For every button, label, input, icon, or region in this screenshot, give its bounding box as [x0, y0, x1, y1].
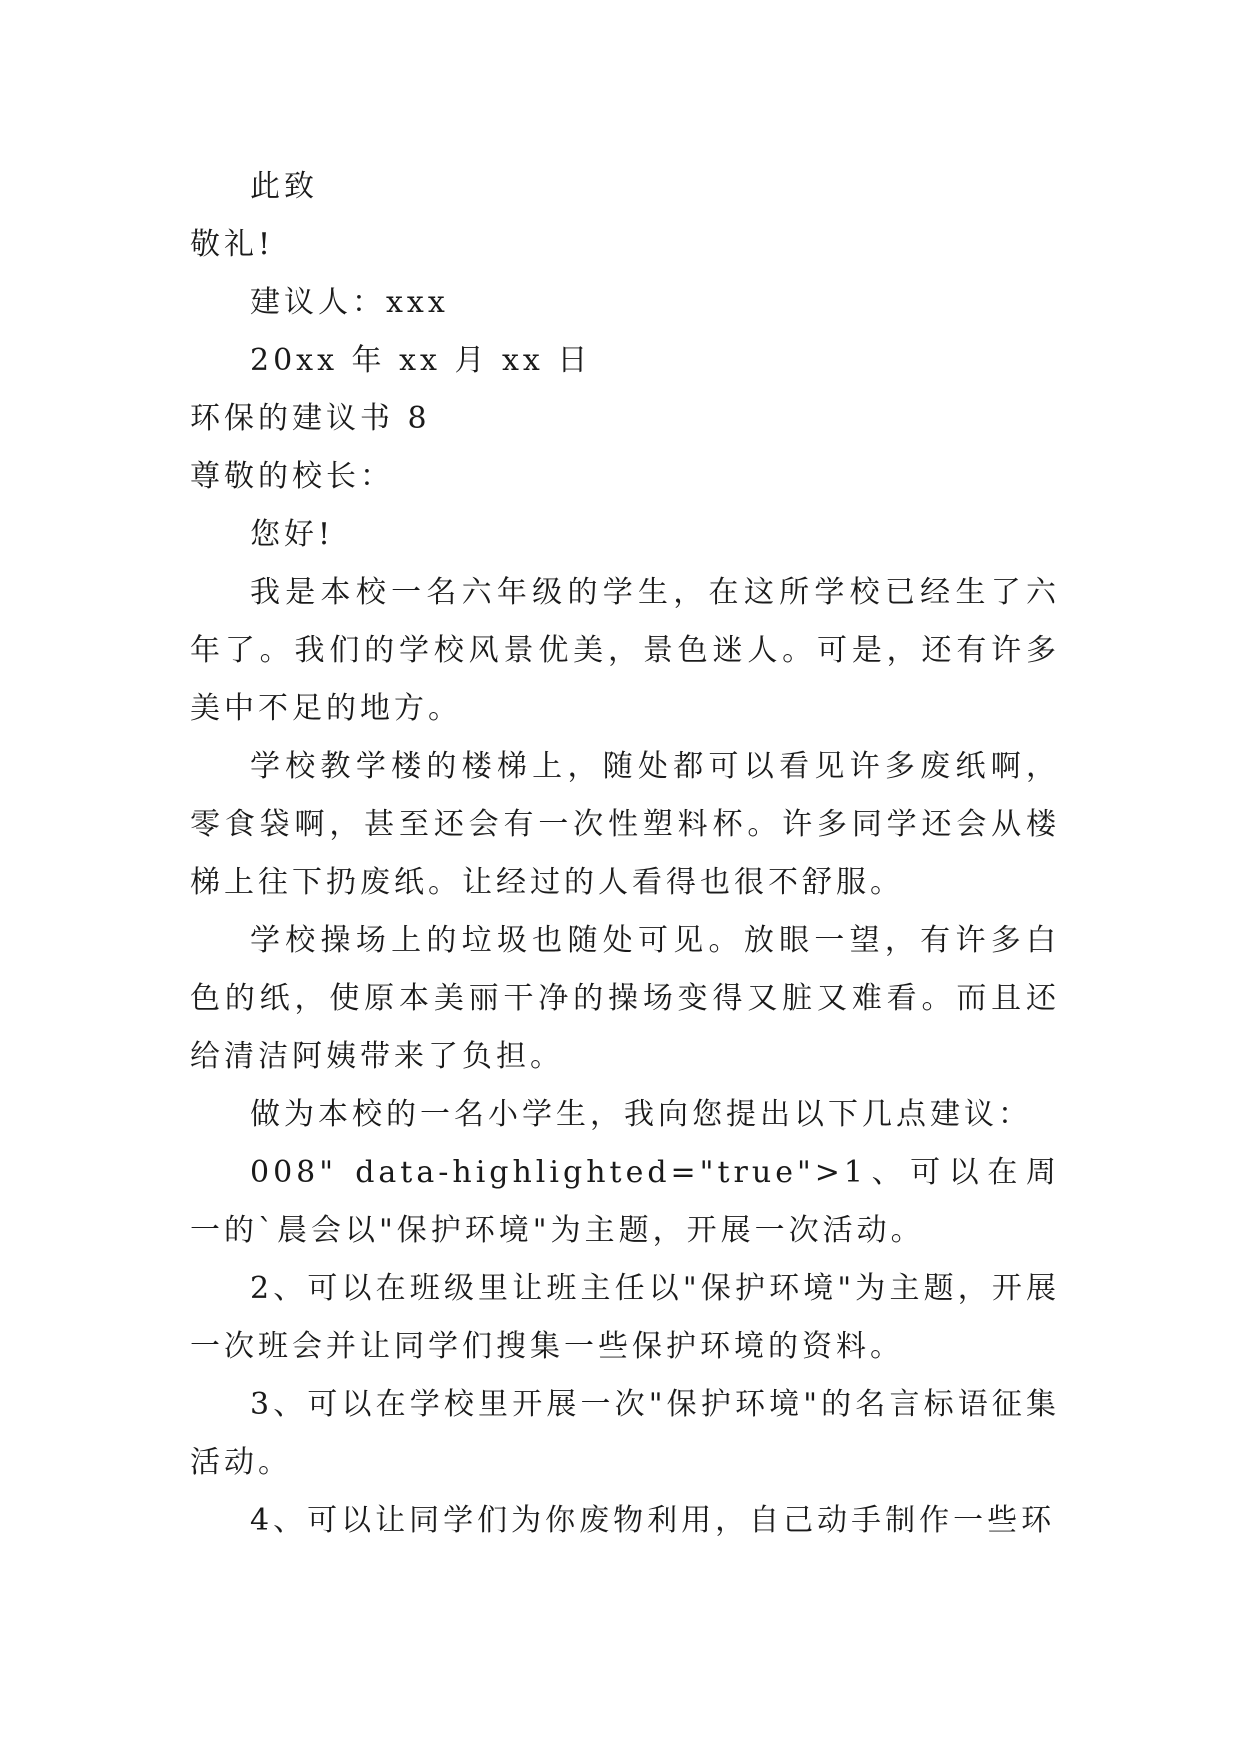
salutation: 尊敬的校长：: [190, 459, 394, 494]
paragraph: 3、可以在学校里开展一次"保护环境"的名言标语征集活动。: [190, 1387, 1060, 1480]
document-body: [190, 158, 1060, 1550]
closing-jing-li: 敬礼!: [190, 227, 275, 262]
paragraph: 学校操场上的垃圾也随处可见。放眼一望，有许多白色的纸，使原本美丽干净的操场变得又脏又难看。而且还给清洁阿姨带来了负担。: [190, 923, 1060, 1074]
greeting: 您好!: [250, 517, 335, 552]
closing-ci-zhi: 此致: [250, 169, 318, 204]
paragraph: 4、可以让同学们为你废物利用，自己动手制作一些环: [250, 1503, 1056, 1538]
section-title: 环保的建议书 8: [190, 401, 431, 436]
paragraph: 我是本校一名六年级的学生，在这所学校已经生了六年了。我们的学校风景优美，景色迷人。可是，还有许多美中不足的地方。: [190, 575, 1060, 726]
paragraph: 2、可以在班级里让班主任以"保护环境"为主题，开展一次班会并让同学们搜集一些保护环境的资料。: [190, 1271, 1060, 1364]
proposer-line: 建议人：xxx: [250, 285, 449, 320]
paragraph: 008" data-highlighted="true">1、可以在周一的`晨会以"保护环境"为主题，开展一次活动。: [190, 1155, 1060, 1248]
paragraph: 做为本校的一名小学生，我向您提出以下几点建议：: [250, 1097, 1032, 1132]
paragraph: 学校教学楼的楼梯上，随处都可以看见许多废纸啊，零食袋啊，甚至还会有一次性塑料杯。许多同学还会从楼梯上往下扔废纸。让经过的人看得也很不舒服。: [190, 749, 1060, 900]
date-line: 20xx 年 xx 月 xx 日: [250, 343, 592, 378]
